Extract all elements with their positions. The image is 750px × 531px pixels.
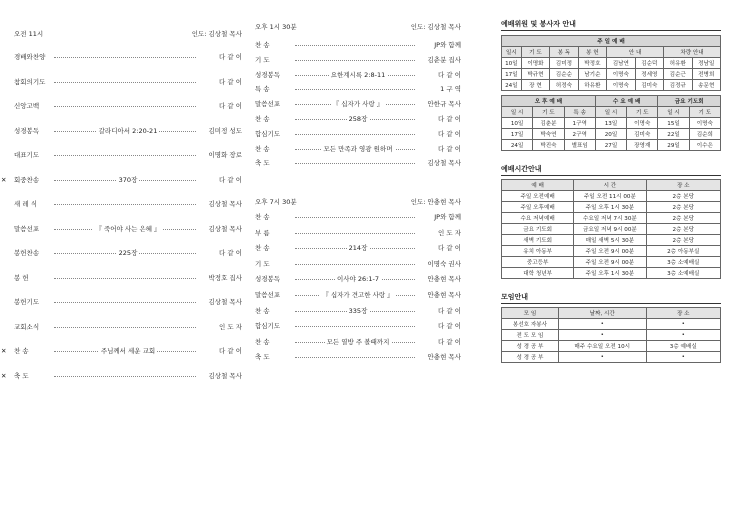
table-row (502, 191, 721, 202)
table-cell: 15일 (658, 118, 689, 129)
item-name: 찬 송 (255, 115, 270, 123)
item-name: 합심기도 (255, 129, 281, 138)
table-cell: 성 경 공 부 (502, 352, 559, 363)
column-header: 장 소 (646, 308, 720, 319)
item-leader: 김상철 목사 (208, 224, 242, 233)
item-name: 참회의기도 (14, 77, 46, 86)
item-name: 말씀선포 (14, 224, 40, 233)
table-cell: 이명숙 (627, 118, 658, 129)
table-cell: 전 도 모 임 (502, 330, 559, 341)
table-cell: 주일 오후예배 (502, 202, 574, 213)
order-item (14, 77, 242, 87)
item-leader: 김상철 목사 (208, 200, 242, 208)
servers-title: 예배위원 및 봉사자 안내 (501, 18, 721, 31)
table-cell: 김순덕 (635, 58, 663, 69)
table-cell: 수요일 저녁 7시 30분 (574, 213, 646, 224)
column-header: 차량 안내 (664, 47, 721, 58)
order-item (1, 346, 242, 356)
order-item (1, 371, 242, 381)
column-header: 기 도 (689, 107, 720, 118)
item-leader: 다 같 이 (438, 70, 461, 79)
column-header: 기 도 (533, 107, 564, 118)
column-header: 일 시 (595, 107, 626, 118)
item-name: 성경봉독 (14, 126, 40, 135)
order-item (255, 40, 461, 50)
dotted-leader (54, 204, 196, 205)
table-cell: 박규현 (521, 69, 549, 80)
item-detail: 370장 (118, 175, 138, 184)
item-name: 대표기도 (14, 151, 40, 159)
table-cell: 3층 소예배실 (646, 257, 720, 268)
item-detail: 214장 (348, 244, 368, 253)
table-cell: 성 경 공 부 (502, 341, 559, 352)
dotted-leader (295, 134, 415, 135)
table-cell: 정남일 (692, 58, 720, 69)
dotted-leader (54, 302, 196, 303)
dotted-leader (54, 82, 196, 83)
item-leader: 안한규 목사 (427, 100, 461, 109)
item-detail: 『 십자가 사랑 』 (332, 100, 384, 109)
table-cell: 이수은 (689, 140, 720, 151)
table-cell: 김미숙 (627, 129, 658, 140)
table-cell: 17일 (502, 69, 522, 80)
table-row (502, 202, 721, 213)
order-item (14, 199, 242, 209)
table-cell: 이명숙 (607, 69, 635, 80)
table-cell: 주일 오후 1시 30분 (574, 268, 646, 279)
item-name: 축 도 (255, 159, 270, 168)
table-cell: 중고등부 (502, 257, 574, 268)
item-name: 경배와찬양 (14, 53, 46, 61)
table-cell: • (646, 330, 720, 341)
groups-title: 모임안내 (501, 291, 721, 304)
item-leader: 1 구 역 (440, 85, 461, 94)
item-name: 말씀선포 (255, 291, 281, 299)
table-row (502, 118, 721, 129)
evening-leader: 인도: 안충현 목사 (410, 198, 461, 206)
weekday-servers-table (501, 95, 721, 151)
item-leader: 다 같 이 (219, 102, 242, 110)
item-detail: 335장 (348, 306, 368, 315)
dotted-leader (54, 327, 196, 328)
table-row (502, 129, 721, 140)
dotted-leader (54, 278, 196, 279)
table-cell: 주일 오전 9시 00분 (574, 246, 646, 257)
table-row (502, 257, 721, 268)
column-header: 장 소 (646, 180, 720, 191)
table-cell: 24일 (502, 140, 533, 151)
column-header: 예 배 (502, 180, 574, 191)
column-header: 특 송 (564, 107, 595, 118)
item-leader: 다 같 이 (438, 337, 461, 346)
item-leader: 다 같 이 (219, 249, 242, 257)
evening-header (255, 197, 461, 211)
table-cell: 매일 새벽 5시 30분 (574, 235, 646, 246)
item-detail: 258장 (348, 115, 368, 123)
item-detail: 요한계시록 2:8-11 (330, 70, 386, 79)
item-name: 찬 송 (255, 41, 270, 49)
item-detail: 『 죽어야 사는 은혜 』 (95, 224, 161, 233)
dotted-leader (295, 326, 415, 327)
item-leader: 다 같 이 (438, 144, 461, 153)
table-row (502, 224, 721, 235)
item-leader: 다 같 이 (438, 244, 461, 253)
item-name: 부 름 (255, 228, 270, 237)
dotted-leader (295, 264, 415, 265)
item-leader: 다 같 이 (219, 347, 242, 355)
item-leader: 김상철 목사 (427, 159, 461, 168)
table-cell: 10일 (502, 58, 522, 69)
table-cell: • (558, 330, 646, 341)
column-header: 모 임 (502, 308, 559, 319)
table-cell: 박정호 (578, 58, 606, 69)
item-name: 기 도 (255, 55, 270, 64)
column-header: 안 내 (607, 47, 664, 58)
weekday-caption-friday: 금요 기도회 (658, 96, 721, 107)
table-cell: 허유환 (664, 58, 692, 69)
item-name: 기 도 (255, 259, 270, 268)
table-cell: 허정숙 (550, 80, 578, 91)
item-leader: 안충현 목사 (427, 291, 461, 299)
order-item (14, 322, 242, 332)
table-cell: 2층 아동부실 (646, 246, 720, 257)
table-cell: 금요 기도회 (502, 224, 574, 235)
table-cell: 매주 수요일 오전 10시 (558, 341, 646, 352)
table-cell: 장 현 (521, 80, 549, 91)
table-cell: 20일 (595, 129, 626, 140)
table-cell: 송문현 (692, 80, 720, 91)
table-cell: 박숙연 (533, 129, 564, 140)
weekday-caption-wednesday: 수 요 예 배 (595, 96, 658, 107)
order-item (255, 158, 461, 168)
item-leader: JP와 함께 (434, 41, 461, 49)
item-detail-wrap (255, 70, 461, 80)
table-cell: 10일 (502, 118, 533, 129)
order-item (14, 273, 242, 283)
dotted-leader (295, 233, 415, 234)
table-row (502, 246, 721, 257)
table-cell: 이명숙 (607, 80, 635, 91)
order-item (255, 129, 461, 139)
afternoon-time: 오후 1시 30분 (255, 23, 297, 31)
table-row (502, 235, 721, 246)
column-header: 시 간 (574, 180, 646, 191)
morning-header (14, 29, 242, 43)
order-item (255, 243, 461, 253)
order-item (255, 259, 461, 269)
table-cell: 17일 (502, 129, 533, 140)
table-row (502, 69, 721, 80)
order-item (255, 306, 461, 316)
sunday-servers-table (501, 35, 721, 91)
order-item (255, 99, 461, 109)
dotted-leader (54, 57, 196, 58)
item-name: 찬 송 (255, 244, 270, 253)
table-cell: 27일 (595, 140, 626, 151)
order-item (14, 248, 242, 258)
table-cell: 김정규 (664, 80, 692, 91)
table-cell: 주일 오후 1시 30분 (574, 202, 646, 213)
item-leader: 다 같 이 (219, 77, 242, 86)
item-detail-wrap (14, 175, 242, 185)
order-item (255, 290, 461, 300)
item-detail: 갈라디아서 2:20-21 (98, 126, 158, 135)
order-item (255, 114, 461, 124)
table-row (502, 352, 721, 363)
table-row (502, 213, 721, 224)
morning-leader: 인도: 김상철 목사 (191, 30, 242, 38)
item-name: 성경봉독 (255, 275, 281, 284)
column-header: 봉 헌 (578, 47, 606, 58)
item-name: 봉헌기도 (14, 298, 40, 306)
item-leader: 인 도 자 (438, 228, 461, 237)
evening-time: 오후 7시 30분 (255, 198, 297, 206)
dotted-leader (295, 45, 415, 46)
order-item (255, 55, 461, 65)
item-leader: 안충현 목사 (427, 353, 461, 362)
table-row (502, 58, 721, 69)
item-detail-wrap (14, 248, 242, 258)
groups-table (501, 307, 721, 363)
table-cell: 장영재 (627, 140, 658, 151)
table-cell: 김순근 (664, 69, 692, 80)
table-cell: 2층 본당 (646, 202, 720, 213)
table-cell: • (646, 319, 720, 330)
order-item (14, 150, 242, 160)
item-detail-wrap (255, 243, 461, 253)
sunday-caption: 주 일 예 배 (502, 36, 721, 47)
morning-service (1, 0, 242, 380)
order-item (255, 228, 461, 238)
item-detail: 이사야 26:1-7 (337, 275, 379, 284)
dotted-leader (54, 155, 196, 156)
table-cell: • (646, 352, 720, 363)
table-cell: 이명화 (521, 58, 549, 69)
table-cell: 김춘분 (533, 118, 564, 129)
table-cell: 이명숙 (689, 118, 720, 129)
item-name: 성경봉독 (255, 70, 281, 79)
item-detail-wrap (255, 337, 461, 347)
item-leader: 박정호 집사 (208, 273, 242, 282)
table-cell: 1구역 (564, 118, 595, 129)
dotted-leader (295, 89, 415, 90)
table-cell: 유치 아동부 (502, 246, 574, 257)
item-detail-wrap (255, 306, 461, 316)
table-row (502, 330, 721, 341)
item-leader: 다 같 이 (438, 306, 461, 315)
column-header: 봉 독 (550, 47, 578, 58)
item-detail-wrap (255, 114, 461, 124)
table-cell: 금요일 저녁 9시 00분 (574, 224, 646, 235)
item-detail: 225장 (118, 249, 138, 257)
schedule-title: 예배시간안내 (501, 163, 721, 176)
dotted-leader (54, 376, 196, 377)
item-leader: 김상철 목사 (208, 371, 242, 380)
item-name: 새 레 식 (14, 200, 37, 208)
order-item (255, 274, 461, 284)
item-leader: 이명숙 권사 (427, 259, 461, 268)
dotted-leader (54, 106, 196, 107)
order-item (255, 337, 461, 347)
item-name: 교회소식 (14, 322, 40, 331)
table-cell: 2구역 (564, 129, 595, 140)
table-cell: 별표임 (564, 140, 595, 151)
item-leader: 인 도 자 (219, 322, 242, 331)
order-item (255, 321, 461, 331)
item-name: 말씀선포 (255, 100, 281, 109)
table-cell: 김미숙 (635, 80, 663, 91)
item-leader: 다 같 이 (219, 53, 242, 61)
order-item (255, 84, 461, 94)
item-leader: 김상철 목사 (208, 298, 242, 306)
table-cell: 3층 예배실 (646, 341, 720, 352)
table-cell: 24일 (502, 80, 522, 91)
order-item (255, 70, 461, 80)
item-leader: 이명화 장로 (208, 151, 242, 159)
table-cell: 남기순 (578, 69, 606, 80)
column-header: 일시 (502, 47, 522, 58)
table-row (502, 268, 721, 279)
dotted-leader (295, 217, 415, 218)
table-cell: • (558, 352, 646, 363)
table-cell: 전병희 (692, 69, 720, 80)
table-cell: 새벽 기도회 (502, 235, 574, 246)
cross-mark: ✕ (1, 371, 7, 380)
item-leader: 김춘분 집사 (427, 55, 461, 64)
table-cell: 22일 (658, 129, 689, 140)
table-cell: 대학 청년부 (502, 268, 574, 279)
item-leader: 다 같 이 (219, 175, 242, 184)
item-leader: 안충현 목사 (427, 275, 461, 284)
item-name: 찬 송 (255, 306, 270, 315)
table-cell: 정세영 (635, 69, 663, 80)
weekday-caption-afternoon: 오 후 예 배 (502, 96, 596, 107)
item-leader: 다 같 이 (438, 322, 461, 331)
item-name: 찬 송 (14, 347, 29, 355)
item-name: 찬 송 (255, 337, 270, 346)
schedule-table (501, 179, 721, 279)
afternoon-header (255, 22, 461, 36)
table-cell: 주일 오전 11시 00분 (574, 191, 646, 202)
dotted-leader (295, 163, 415, 164)
column-header: 기 도 (521, 47, 549, 58)
order-item (255, 212, 461, 222)
table-cell: 봉선호 자봉사 (502, 319, 559, 330)
order-item (14, 224, 242, 234)
table-cell: 주일 오전예배 (502, 191, 574, 202)
order-item (255, 144, 461, 154)
cross-mark: ✕ (1, 347, 7, 355)
column-header: 기 도 (627, 107, 658, 118)
table-row (502, 319, 721, 330)
table-cell: 3층 소예배실 (646, 268, 720, 279)
item-name: 신앙고백 (14, 102, 40, 110)
item-name: 합심기도 (255, 322, 281, 331)
item-detail: 『 십자가 견고한 사랑 』 (322, 291, 394, 299)
item-name: 찬 송 (255, 144, 270, 153)
order-item (14, 126, 242, 136)
dotted-leader (295, 60, 415, 61)
item-detail: 모든 만족과 영광 원하며 (323, 144, 393, 153)
table-row (502, 341, 721, 352)
column-header: 날짜, 시간 (558, 308, 646, 319)
table-cell: • (558, 319, 646, 330)
table-row (502, 140, 721, 151)
column-header: 일 시 (502, 107, 533, 118)
item-name: 축 도 (14, 371, 29, 380)
item-detail: 주님께서 세운 교회 (100, 347, 156, 355)
item-detail-wrap (255, 144, 461, 154)
column-header: 일 시 (658, 107, 689, 118)
item-name: 회중찬송 (14, 175, 40, 184)
table-cell: 2층 본당 (646, 235, 720, 246)
item-detail: 모든 열방 주 볼때까지 (326, 337, 390, 346)
table-cell: 김순희 (689, 129, 720, 140)
item-detail-wrap (14, 346, 242, 356)
item-leader: JP와 함께 (434, 213, 461, 221)
table-cell: 김순순 (550, 69, 578, 80)
table-cell: 13일 (595, 118, 626, 129)
dotted-leader (295, 357, 415, 358)
morning-time: 오전 11시 (14, 30, 44, 38)
table-cell: 주일 오전 9시 00분 (574, 257, 646, 268)
table-cell: 하유환 (578, 80, 606, 91)
order-item (14, 52, 242, 62)
table-cell: 2층 본당 (646, 213, 720, 224)
info-panel (501, 18, 721, 363)
afternoon-leader: 인도: 김상철 목사 (410, 23, 461, 31)
table-cell: 2층 본당 (646, 224, 720, 235)
order-item (14, 101, 242, 111)
table-cell: 수요 저녁예배 (502, 213, 574, 224)
item-leader: 다 같 이 (438, 115, 461, 123)
table-cell: 김남연 (607, 58, 635, 69)
order-item (1, 175, 242, 185)
item-leader: 김미정 성도 (208, 126, 242, 135)
table-cell: 2층 본당 (646, 191, 720, 202)
afternoon-evening-services (255, 0, 461, 362)
item-name: 특 송 (255, 85, 270, 94)
item-leader: 다 같 이 (438, 129, 461, 138)
item-name: 축 도 (255, 353, 270, 362)
order-item (14, 297, 242, 307)
table-cell: 29일 (658, 140, 689, 151)
cross-mark: ✕ (1, 175, 7, 184)
order-item (255, 352, 461, 362)
item-name: 봉 헌 (14, 273, 29, 282)
item-name: 찬 송 (255, 213, 270, 221)
table-row (502, 80, 721, 91)
table-cell: 김미정 (550, 58, 578, 69)
table-cell: 박진숙 (533, 140, 564, 151)
item-name: 봉헌찬송 (14, 249, 40, 257)
